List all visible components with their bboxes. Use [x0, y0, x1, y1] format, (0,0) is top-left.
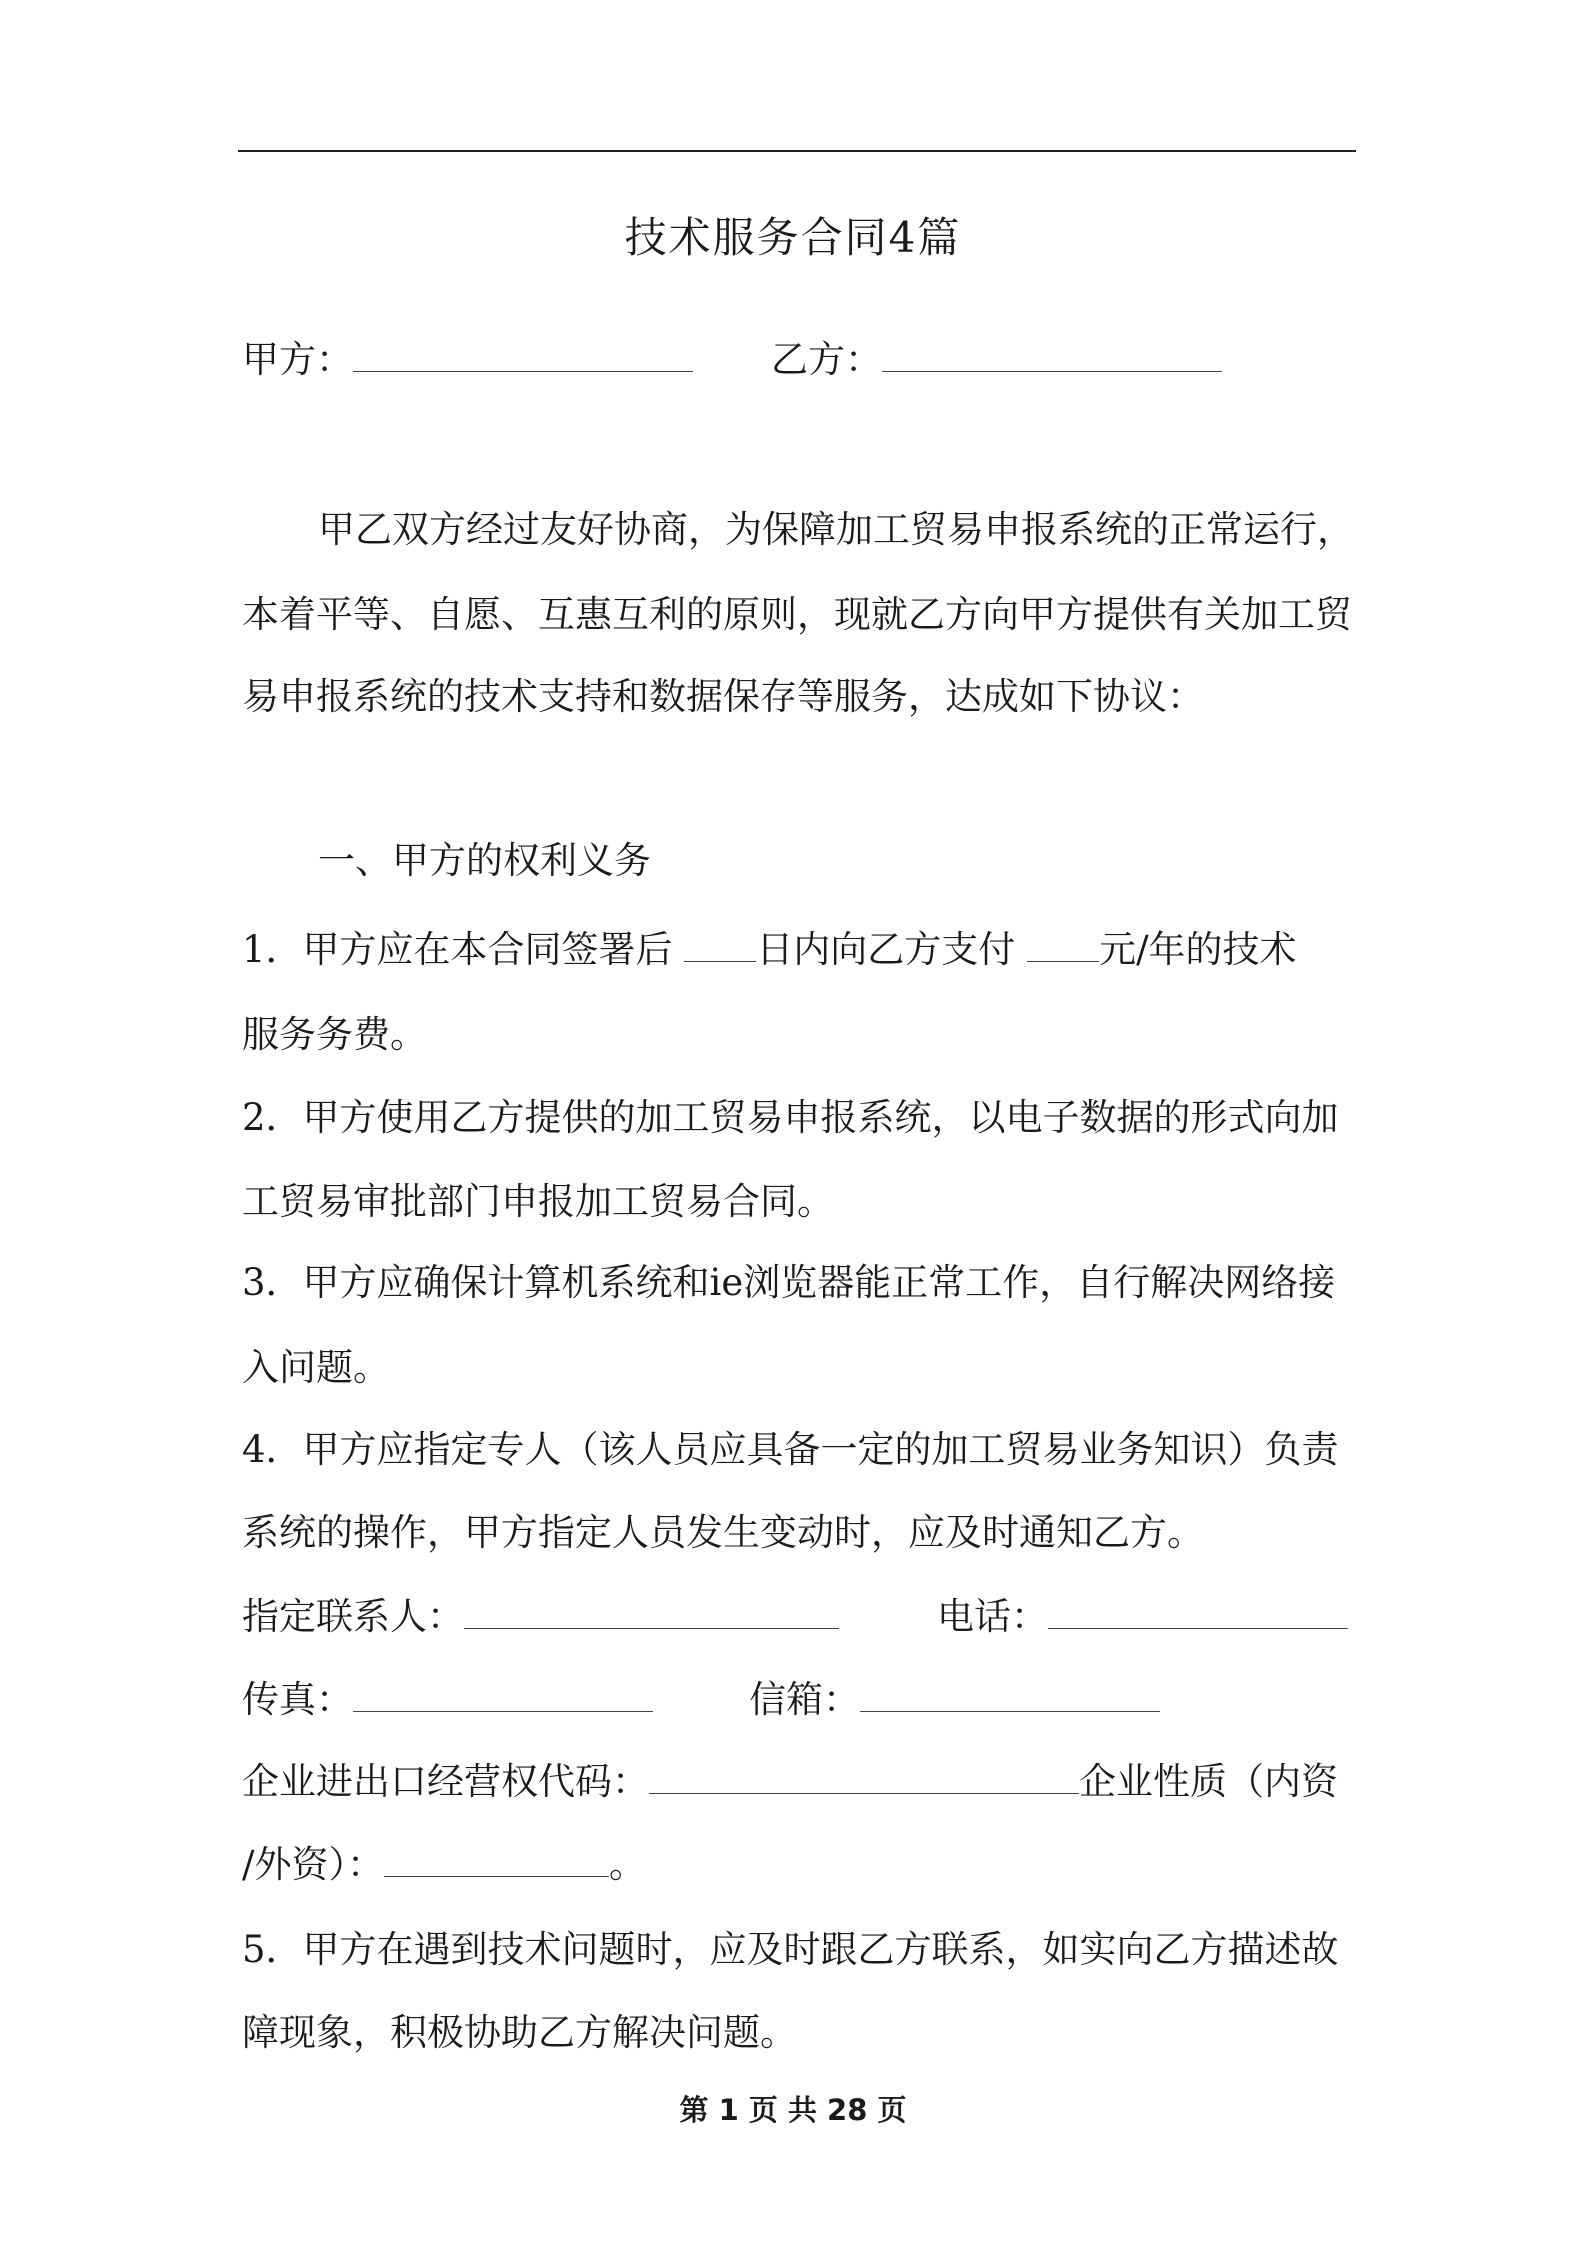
item-2-line-1: 2．甲方使用乙方提供的加工贸易申报系统，以电子数据的形式向加 [242, 1096, 1339, 1139]
fax-blank[interactable] [353, 1677, 653, 1712]
phone-blank[interactable] [1048, 1594, 1348, 1629]
party-b-label: 乙方： [771, 338, 882, 381]
enterprise-code-blank[interactable] [649, 1759, 1079, 1794]
contact-person-label: 指定联系人： [242, 1595, 464, 1638]
item-2-line-2: 工贸易审批部门申报加工贸易合同。 [242, 1180, 834, 1223]
enterprise-code-label: 企业进出口经营权代码： [242, 1760, 649, 1803]
item-4-line-2: 系统的操作，甲方指定人员发生变动时，应及时通知乙方。 [242, 1511, 1204, 1554]
parties-line [242, 335, 1222, 385]
item-1-line-1: 1．甲方应在本合同签署后 日内向乙方支付 元/年的技术 [242, 928, 1297, 971]
enterprise-nature-label: 企业性质（内资 [1079, 1760, 1338, 1803]
email-label: 信箱： [749, 1678, 860, 1721]
party-a-label: 甲方： [242, 338, 353, 381]
item-3-line-1: 3．甲方应确保计算机系统和ie浏览器能正常工作，自行解决网络接 [242, 1261, 1336, 1304]
party-b-blank[interactable] [882, 337, 1222, 372]
enterprise-line-2: /外资）： 。 [242, 1843, 646, 1886]
intro-line-1: 甲乙双方经过友好协商，为保障加工贸易申报系统的正常运行， [318, 508, 1354, 551]
intro-line-2: 本着平等、自愿、互惠互利的原则，现就乙方向甲方提供有关加工贸 [242, 593, 1352, 636]
phone-label: 电话： [937, 1595, 1048, 1638]
enterprise-line-1 [242, 1757, 1338, 1807]
header-rule [238, 150, 1356, 152]
document-title: 技术服务合同4篇 [624, 213, 962, 262]
page-footer: 第 1 页 共 28 页 [679, 2093, 907, 2127]
fax-line [242, 1675, 1160, 1725]
item-1-line-2: 服务务费。 [242, 1013, 427, 1056]
item-5-line-2: 障现象，积极协助乙方解决问题。 [242, 2011, 797, 2054]
contact-person-line [242, 1592, 1348, 1642]
contact-person-blank[interactable] [464, 1594, 839, 1629]
fax-label: 传真： [242, 1678, 353, 1721]
intro-line-3: 易申报系统的技术支持和数据保存等服务，达成如下协议： [242, 675, 1204, 718]
enterprise-nature-blank[interactable] [384, 1842, 609, 1877]
party-a-blank[interactable] [353, 337, 693, 372]
days-blank[interactable] [684, 927, 756, 962]
item-3-line-2: 入问题。 [242, 1346, 390, 1389]
item-4-line-1: 4．甲方应指定专人（该人员应具备一定的加工贸易业务知识）负责 [242, 1428, 1339, 1471]
fee-blank[interactable] [1027, 927, 1099, 962]
email-blank[interactable] [860, 1677, 1160, 1712]
item-5-line-1: 5．甲方在遇到技术问题时，应及时跟乙方联系，如实向乙方描述故 [242, 1928, 1339, 1971]
section-heading: 一、甲方的权利义务 [318, 839, 651, 882]
